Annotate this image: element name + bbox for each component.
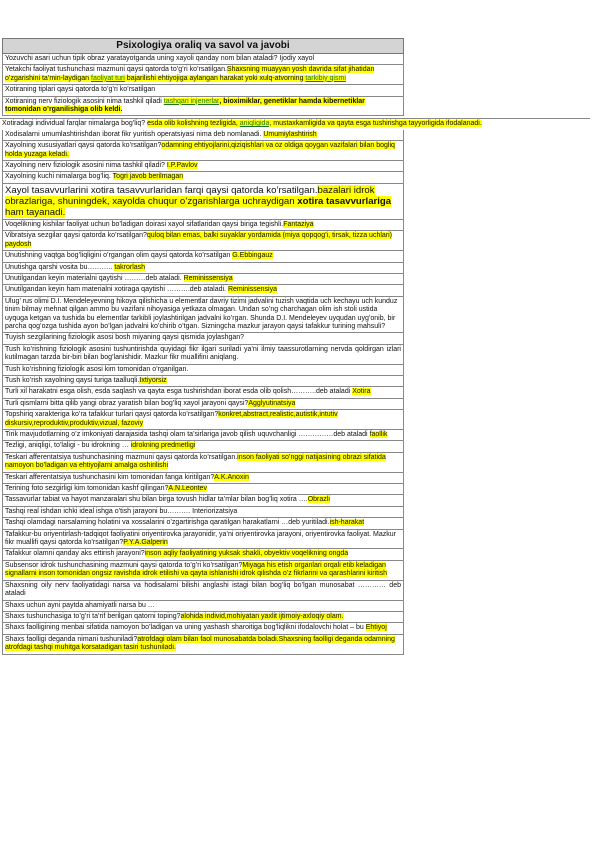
question-text: Tirik mavjudotlarning o’z imkoniyati darajasida tashqi olam ta’sirlariga javob qilish uquvchanligi ……………deb ataladi — [5, 431, 370, 438]
question-text: Unutishga qarshi vosita bu……….. — [5, 263, 115, 271]
highlighted-answer: Reminissensiya — [227, 286, 277, 294]
question-row — [2, 612, 404, 623]
highlighted-answer: Xotira — [352, 388, 371, 396]
question-text: Ulug’ rus olimi D.I. Mendeleyevning hikoya qilishicha u elementlar davriy tizimi jadvalini tuzish vaqtida uch kechayu uch kunduz tinim bilmay mehnat qilgan ammo bu vazifani nihoyasiga yetkaza olmagan. Undan so’ng charchagan olim ish stoli ustida uyquga ketgan va tushida bu elementlar tarkibli joylashtirilgan jadvalni ko’rgan. Shunda D.I. Mendeleyev uyqudan uyg’onib, bir parcha qog’ozga tushida ayon bo’lgan jadvalni ko’chirib o’tgan. Sizningcha mazkur jarayon qaysi tafakkur turining mahsuli? — [5, 297, 398, 330]
highlighted-answer: Ixtiyorsiz — [139, 376, 167, 384]
question-text: Shaxs uchun ayni paytda ahamiyatli narsa bu … — [5, 601, 155, 609]
question-text: Unutilgandan keyin ham materialni xotiraga qaytishi ……….deb ataladi. — [5, 286, 228, 294]
question-row — [0, 118, 590, 129]
question-row — [2, 635, 404, 655]
question-row — [2, 333, 404, 344]
highlighted-answer: A.K.Anoxin — [214, 473, 249, 481]
highlighted-answer: A.N.Leontev — [168, 485, 207, 493]
question-row — [2, 601, 404, 612]
question-row — [2, 274, 404, 285]
question-row — [2, 184, 404, 220]
question-text: Tezligi, aniqligi, to’laligi - bu idrokning … — [5, 442, 131, 450]
question-text: Topshiriq xarakteriga ko’ra tafakkur turlari qaysi qatorda ko’rsatilgan? — [5, 411, 219, 419]
question-text: Tassavurlar tabiat va hayot manzaralari shu bilan birga tovush hidlar ta’mlar bilan bog’liq xotira …. — [5, 496, 308, 504]
question-row — [2, 530, 404, 550]
highlighted-answer: , bioximiklar, genetiklar hamda kibernetiklar tomonidan o’rganilishiga olib keldi. — [5, 97, 365, 114]
question-text: Shaxs faolligi deganda nimani tushuniladi? — [5, 635, 138, 643]
question-text: Tush ko’rish xayolning qaysi turiga taalluqli. — [5, 376, 140, 384]
question-text: Xotiradagi individual farqlar nimalarga bog’liq? — [2, 120, 148, 128]
question-row — [2, 263, 404, 274]
question-row — [2, 376, 404, 387]
highlighted-answer: tashqari injenerlar — [163, 97, 220, 105]
question-row — [2, 581, 404, 601]
question-text: Tafakkur olamni qanday aks ettirish jarayoni? — [5, 550, 145, 558]
question-text: Tashqi real ishdan ichki ideal ishga o’tish jarayoni bu………. Interiorizatsiya — [5, 507, 238, 515]
question-text: Vibratsiya sezgilar qaysi qatorda ko’rsatilgan? — [5, 232, 147, 240]
question-text: Xotiraning tiplari qaysi qatorda to’g’ri ko’rsatilgan — [5, 86, 156, 94]
question-text: Turli qismlarni bitta qilib yangi obraz yaratish bilan bog’liq xayol jarayoni qaysi? — [5, 399, 249, 407]
highlighted-answer: ham tayanadi. — [5, 206, 66, 218]
question-text: Tush ko’rishning fiziologik asosini tushuntirishda quyidagi fikr ilgari suriladi ya’ni ilmiy taassurotlarning nervda qoldirgan izlari kutilmagan tarzda bir-biri bilan bog’lanishidir. Mazkur fikr muallifini aniqlang. — [5, 345, 401, 362]
highlighted-answer: takrorlash — [114, 263, 146, 271]
question-text: Tashqi olamdagi narsalarning holatini va xossalarini o’zgartirishga qaratilgan harakatlarni …deb yuritiladi. — [5, 519, 330, 527]
highlighted-answer: , mustaxkamligida va qayta esga tushirishga tayyorligida ifodalanadi. — [269, 120, 482, 128]
highlighted-answer: faoliyat turi — [91, 74, 125, 82]
question-row — [2, 54, 404, 65]
question-text: Yetakchi faoliyat tushunchasi mazmuni qaysi qatorda to’g’ri ko’rsatilgan. — [5, 66, 227, 74]
question-text: Xayolning kuchi nimalarga bog’liq. — [5, 173, 113, 181]
highlighted-answer: konkret,abstract,realistic,autistik,intutiv diskursiv,reproduktiv,produktiv,vizual, fazoviy — [5, 411, 338, 427]
question-row — [2, 365, 404, 376]
question-text: Tush ko’rishning fiziologik asosi kim tomonidan o’rganilgan. — [5, 365, 189, 373]
highlighted-answer: Ehtiyoj — [365, 624, 387, 632]
question-row — [2, 387, 404, 398]
question-text: Xayolning nerv fiziologik asosini nima tashkil qiladi? — [5, 162, 167, 170]
question-row — [2, 473, 404, 484]
highlighted-answer: P.Y.A.Galperin — [123, 539, 168, 547]
question-text: Shaxs faolligining menbai sifatida namoyon bo’ladigan va uning yashash sharoitiga bog’liqlikni ifodalovchi holat – bu — [5, 624, 366, 632]
question-row — [2, 484, 404, 495]
question-text: Unutilgandan keyin materialni qaytishi ………deb ataladi. — [5, 274, 184, 282]
question-row — [2, 441, 404, 452]
question-text: Xayol tasavvurlarini xotira tasavvurlaridan farqi qaysi qatorda ko’rsatilgan. — [5, 184, 318, 196]
question-row — [2, 430, 404, 441]
highlighted-answer: Miyaga his etish organlari orqali etib keladigan signallarni inson tomonidan ongsiz ravishda idrok etilishi va qayta ishlanishi idrok qilishda o’z fikrlarini va qarashlarini kiritish — [5, 561, 388, 578]
question-text: Subsensor idrok tushunchasining mazmuni qaysi qatorda to’g’ri ko’rsatilgan? — [5, 561, 243, 569]
question-text: Terining foto sezgirligi kim tomonidan kashf qilingan? — [5, 485, 169, 493]
question-text: Shaxsning oily nerv faoliyatidagi narsa va hodisalarni bilishi anglashi istagi bilan bog’liq bo’lgan munosabat ………… deb ataladi — [5, 581, 401, 598]
question-table — [0, 54, 596, 655]
highlighted-answer: bajarilishi ehtiyojiga aylangan harakat yoki xulq-atvorning — [124, 74, 306, 82]
question-row — [2, 495, 404, 506]
question-text: Unutishning vaqtga bog’liqligini o’rgangan olim qaysi qatorda ko’rsatilgan — [5, 252, 233, 260]
highlighted-answer: esda olib kolishning tezligida, — [147, 120, 240, 128]
question-row — [2, 161, 404, 172]
question-row — [2, 130, 404, 141]
highlighted-answer: atrofdagi olam bilan faol munosabatda boladi.Shaxsning faolligi deganda odamning atrofdagi tashqi muhitga korsatadigan tasiri tushuniladi. — [5, 635, 395, 652]
question-text: Turli xil harakatni esga olish, esda saqlash va qayta esga tushirishdan iborat esda olib qolish………..deb ataladi — [5, 388, 353, 396]
highlighted-answer: odamning ehtiyojlarini,qiziqishlari va oz oldiga qoygan vazifalari bilan bogliq holda yuzaga keladi. — [5, 142, 395, 158]
question-text: Yozuvchi asari uchun tipik obraz yaratayotganda uning xayoli qanday nom bilan ataladi? Ijodiy xayol — [5, 55, 315, 62]
highlighted-answer: Obrazli — [307, 496, 330, 504]
question-text: Voqelikning kishilar faoliyat uchun bo’ladigan doirasi xayol sifatlaridan qaysi biriga tegishli. — [5, 220, 284, 228]
question-row — [2, 507, 404, 518]
question-row — [2, 453, 404, 473]
highlighted-answer: tarkibiy qismi — [305, 74, 346, 82]
question-row — [2, 518, 404, 529]
question-row — [2, 399, 404, 410]
question-text: Xotiraning nerv fiziologik asosini nima tashkil qiladi — [5, 97, 164, 105]
highlighted-answer: ish-harakat — [329, 519, 365, 527]
highlighted-answer: G.Ebbingauz — [232, 252, 273, 260]
question-row — [2, 220, 404, 231]
highlighted-answer: inson aqliy faoliyatining yuksak shakli, obyektiv voqelikning ongda — [144, 550, 349, 558]
question-text: Teskari afferentatsiya tushunchasining mazmuni qaysi qatorda ko’rsatilgan. — [5, 453, 238, 461]
document — [0, 38, 596, 655]
highlighted-answer: faollik — [369, 431, 388, 438]
question-row — [2, 285, 404, 296]
highlighted-answer: Fantaziya — [283, 220, 314, 228]
question-row — [2, 297, 404, 334]
question-text: Teskari afferentatsiya tushunchasini kim tomonidan fanga kiritilgan? — [5, 473, 215, 481]
question-row — [2, 561, 404, 581]
question-text: Xodisalarni umumlashtirishdan iborat fikr yuritish operatsiyasi nima deb nomlanadi. — [5, 130, 264, 138]
question-row — [2, 231, 404, 251]
highlighted-answer: Agglyutinatsiya — [248, 399, 296, 407]
highlighted-answer: bazalari idrok obrazlariga, shuningdek, xayolda chuqur o’zgarishlarga uchraydigan — [5, 184, 375, 207]
highlighted-answer: idrokning predmetligi — [130, 442, 196, 450]
highlighted-answer: Umumiylashtirish — [263, 130, 317, 138]
question-text: Xayolning xususiyatlari qaysi qatorda ko’rsatilgan? — [5, 142, 162, 150]
question-text: Tuyish sezgilarining fiziologik asosi bosh miyaning qaysi qismida joylashgan? — [5, 334, 245, 342]
highlighted-answer: Shaxsning muayyan yosh davrida sifat jihatidan o’zgarishini ta’min-laydigan — [5, 66, 375, 82]
question-row — [2, 345, 404, 365]
highlighted-answer: inson faoliyati so’nggi natijasining obrazi sifatida namoyon bo’ladigan va ehtiyojlarni amalga oshirilishi — [5, 453, 386, 470]
question-row — [2, 97, 404, 117]
question-row — [2, 172, 404, 183]
question-text: Tafakkur-bu oriyentirlash-tadqiqot faoliyatini oriyentirovka jarayonidir, ya’ni oriyentirovka jarayoni, oriyentirovka faoliyat. Mazkur fikr muallifi qaysi qatorda ko’rsatilgan? — [5, 530, 397, 547]
highlighted-answer: quloq bilan emas, balki suyaklar yordamida (miya qopqog’i, tirsak, tizza uchlari) paydosh — [5, 232, 392, 248]
highlighted-answer: Reminissensiya — [183, 274, 233, 282]
highlighted-answer: xotira tasavvurlariga — [297, 195, 392, 207]
highlighted-answer: alohida individ,mohiyatan yaxlit ijtimoiy-axloqiy olam. — [180, 612, 344, 620]
question-row — [2, 410, 404, 430]
question-row — [2, 251, 404, 262]
highlighted-answer: Togri javob berilmagan — [112, 173, 184, 181]
question-row — [2, 141, 404, 161]
highlighted-answer: aniqligida — [239, 120, 270, 128]
highlighted-answer: I.P.Pavlov — [166, 162, 198, 170]
question-row — [2, 549, 404, 560]
question-row — [2, 623, 404, 634]
question-row — [2, 85, 404, 96]
question-row — [2, 65, 404, 85]
question-text: Shaxs tushunchasiga to’g’ri ta’rif berilgan qatorni toping? — [5, 612, 181, 620]
page-title: Psixologiya oraliq va savol va javobi — [2, 38, 404, 54]
